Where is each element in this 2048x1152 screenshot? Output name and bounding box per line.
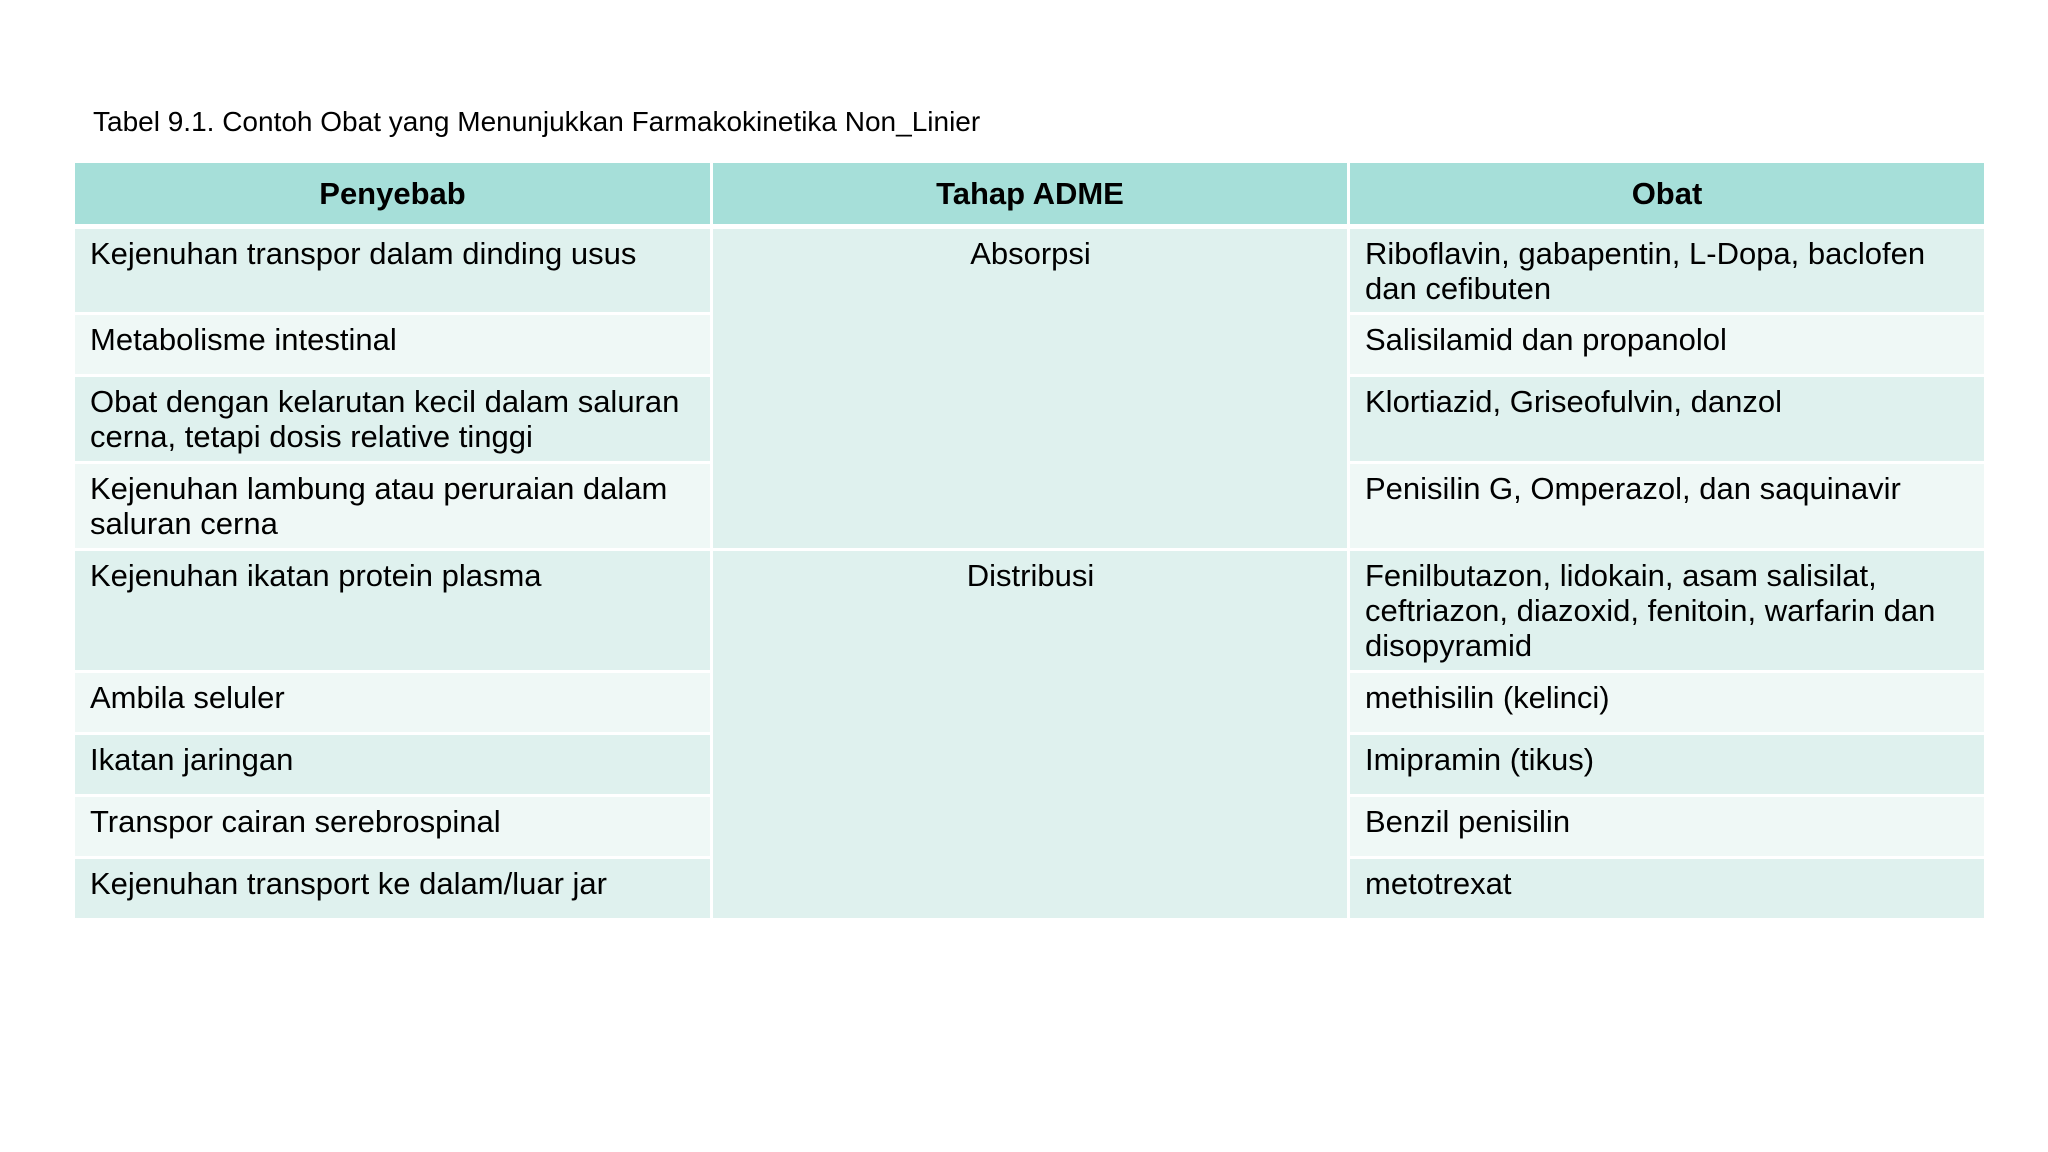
cell-stage-distribusi: Distribusi	[712, 550, 1349, 920]
cell-penyebab: Transpor cairan serebrospinal	[74, 796, 712, 858]
header-obat: Obat	[1349, 163, 1986, 227]
table-caption: Tabel 9.1. Contoh Obat yang Menunjukkan Farmakokinetika Non_Linier	[93, 106, 981, 137]
table-row	[74, 550, 1986, 672]
cell-penyebab: Ambila seluler	[74, 672, 712, 734]
cell-obat: Fenilbutazon, lidokain, asam salisilat, ceftriazon, diazoxid, fenitoin, warfarin dan disopyramid	[1349, 550, 1986, 672]
cell-obat: Benzil penisilin	[1349, 796, 1986, 858]
cell-penyebab: Kejenuhan transport ke dalam/luar jar	[74, 858, 712, 920]
cell-obat: metotrexat	[1349, 858, 1986, 920]
cell-penyebab: Obat dengan kelarutan kecil dalam saluran cerna, tetapi dosis relative tinggi	[74, 376, 712, 463]
cell-obat: Riboflavin, gabapentin, L-Dopa, baclofen dan cefibuten	[1349, 227, 1986, 314]
cell-obat: Penisilin G, Omperazol, dan saquinavir	[1349, 463, 1986, 550]
cell-penyebab: Kejenuhan transpor dalam dinding usus	[74, 227, 712, 314]
table-row	[74, 227, 1986, 314]
adme-table	[72, 163, 1987, 921]
cell-penyebab: Kejenuhan lambung atau peruraian dalam saluran cerna	[74, 463, 712, 550]
header-penyebab: Penyebab	[74, 163, 712, 227]
cell-penyebab: Kejenuhan ikatan protein plasma	[74, 550, 712, 672]
cell-obat: methisilin (kelinci)	[1349, 672, 1986, 734]
cell-penyebab: Metabolisme intestinal	[74, 314, 712, 376]
cell-stage-absorpsi: Absorpsi	[712, 227, 1349, 550]
header-tahap-adme: Tahap ADME	[712, 163, 1349, 227]
cell-obat: Salisilamid dan propanolol	[1349, 314, 1986, 376]
cell-penyebab: Ikatan jaringan	[74, 734, 712, 796]
cell-obat: Klortiazid, Griseofulvin, danzol	[1349, 376, 1986, 463]
table-header-row	[74, 163, 1986, 227]
cell-obat: Imipramin (tikus)	[1349, 734, 1986, 796]
